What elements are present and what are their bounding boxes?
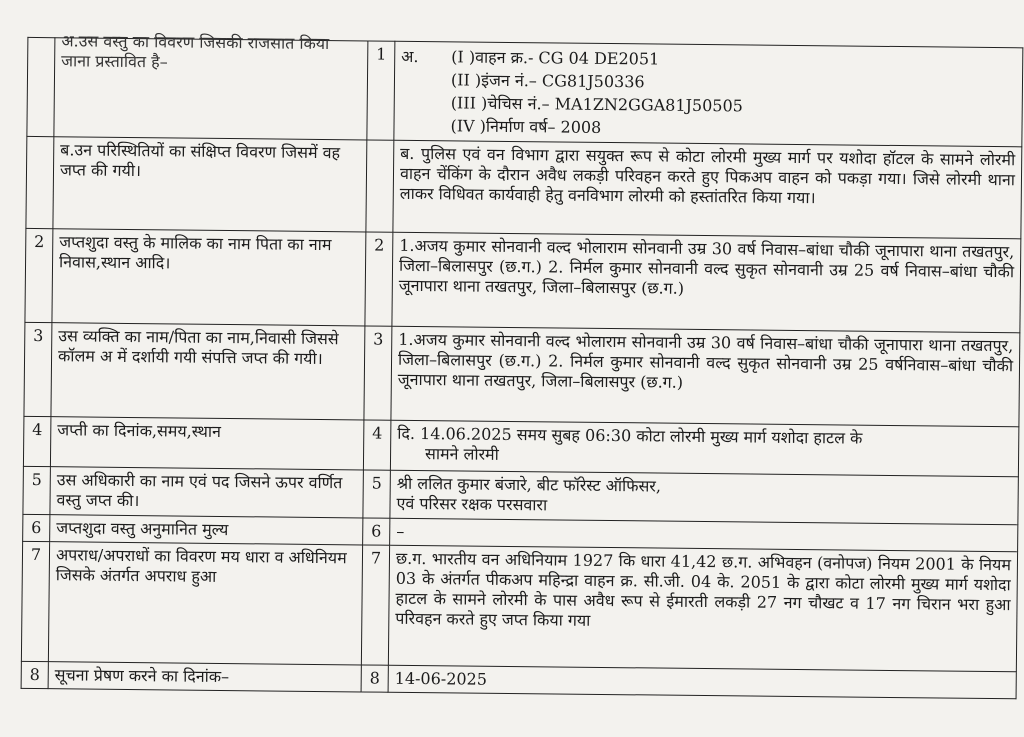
table-row (24, 322, 1020, 426)
manufacture-year: (IV )निर्माण वर्ष– 2008 (450, 116, 602, 137)
row-number-right: 5 (363, 470, 391, 518)
table-row (25, 228, 1021, 332)
row-number: 2 (25, 228, 53, 322)
row-label: ब.उन परिस्थितियों का संक्षिप्त विवरण जिसमें वह जप्त की गयी। (53, 137, 367, 232)
row-label: सूचना प्रेषण करने का दिनांक– (48, 662, 361, 692)
row-label: अ.उस वस्तु का विवरण जिसकी राजसात किया जाना प्रस्तावित है– (54, 38, 368, 140)
row-value: ब. पुलिस एवं वन विभाग द्वारा सयुक्त रूप से कोटा लोरमी मुख्य मार्ग पर यशोदा हॉटल के सामने लोरमी वाहन चेंकिंग के दौरान अवैध लकड़ी परिवहन करते हुए पिकअप वाहन को पकड़ा गया। जिसे लोरमी थाना लाकर विधिवत कार्यवाही हेतु वनविभाग लोरमी को हस्तांतरित किया गया। (393, 140, 1022, 239)
row-value: छ.ग. भारतीय वन अधिनियाम 1927 कि धारा 41,42 छ.ग. अभिवहन (वनोपज) नियम 2001 के नियम 03 के अंतर्गत पीकअप महिन्द्रा वाहन क्र. सी.जी. 04 के. 2051 के द्वारा कोटा लोरमी मुख्य मार्ग यशोदा हाटल के सामने लोरमी के पास अवैध रूप से ईमारती लकड़ी 27 नग चौखट व 17 नग चिरान भरा हुआ परिवहन करते हुए जप्त किया गया (388, 545, 1017, 672)
row-number: 5 (23, 466, 51, 514)
row-number-right: 7 (361, 545, 389, 665)
row-value: 1.अजय कुमार सोनवानी वल्द भोलाराम सोनवानी उम्र 30 वर्ष निवास–बांधा चौकी जूनापारा थाना तखतपुर, जिला–बिलासपुर (छ.ग.) 2. निर्मल कुमार सोनवानी वल्द सुकृत सोनवानी उम्र 25 वर्ष निवास–बांधा चौकी जूनापारा थाना तखतपुर, जिला–बिलासपुर (छ.ग.) (392, 232, 1021, 333)
chassis-number: (III )चेचिस नं.– MA1ZN2GGA81J50505 (450, 93, 743, 116)
row-number: 3 (24, 322, 52, 416)
row-number (26, 136, 54, 228)
row-number: 7 (21, 541, 49, 661)
row-label: उस व्यक्ति का नाम/पिता का नाम,निवासी जिससे कॉलम अ में दर्शायी गयी संपत्ति जप्त की गयी। (51, 323, 365, 420)
row-label: उस अधिकारी का नाम एवं पद जिसने ऊपर वर्णित वस्तु जप्त की। (50, 467, 363, 518)
vehicle-details (394, 41, 1023, 147)
row-value: श्री ललित कुमार बंजारे, बीट फॉरेस्ट ऑफिसर, एवं परिसर रक्षक परसवारा (390, 470, 1018, 525)
row-label: जप्तशुदा वस्तु के मालिक का नाम पिता का नाम निवास,स्थान आदि। (52, 229, 366, 326)
row-number-right: 4 (363, 420, 391, 470)
row-number-right: 3 (364, 326, 392, 420)
row-number-right: 2 (365, 232, 393, 326)
vehicle-number: (I )वाहन क्र.- CG 04 DE2051 (451, 47, 660, 69)
row-value: 1.अजय कुमार सोनवानी वल्द भोलाराम सोनवानी उम्र 30 वर्ष निवास–बांधा चौकी जूनापारा थाना तखतपुर, जिला–बिलासपुर (छ.ग.) 2. निर्मल कुमार सोनवानी वल्द सुकृत सोनवानी उम्र 25 वर्षनिवास–बांधा चौकी जूनापारा थाना तखतपुर, जिला–बिलासपुर (छ.ग.) (391, 326, 1020, 427)
row-number-right: 8 (361, 665, 388, 692)
row-number-right: 1 (367, 41, 395, 140)
row-label: अपराध/अपराधों का विवरण मय धारा व अधिनियम जिसके अंतर्गत अपराध हुआ (48, 542, 362, 665)
table-row (26, 136, 1022, 238)
table-row (21, 541, 1017, 671)
row-number-right: 6 (363, 518, 390, 545)
row-value: – (390, 518, 1018, 552)
row-number: 6 (23, 514, 50, 541)
row-number-right (366, 140, 394, 232)
row-number: 8 (21, 661, 48, 688)
row-value: 14-06-2025 (388, 665, 1016, 699)
row-number (27, 37, 55, 136)
section-prefix: अ. (401, 46, 419, 67)
row-value: दि. 14.06.2025 समय सुबह 06:30 कोटा लोरमी मुख्य मार्ग यशोदा हाटल के सामने लोरमी (390, 420, 1018, 477)
seizure-details-table (21, 31, 1024, 699)
row-label: जप्ती का दिनांक,समय,स्थान (50, 417, 364, 470)
row-number: 4 (23, 416, 51, 466)
engine-number: (II )इंजन नं.– CG81J50336 (450, 70, 645, 92)
row-label: जप्तशुदा वस्तु अनुमानित मुल्य (50, 515, 363, 545)
table-row (27, 37, 1023, 146)
